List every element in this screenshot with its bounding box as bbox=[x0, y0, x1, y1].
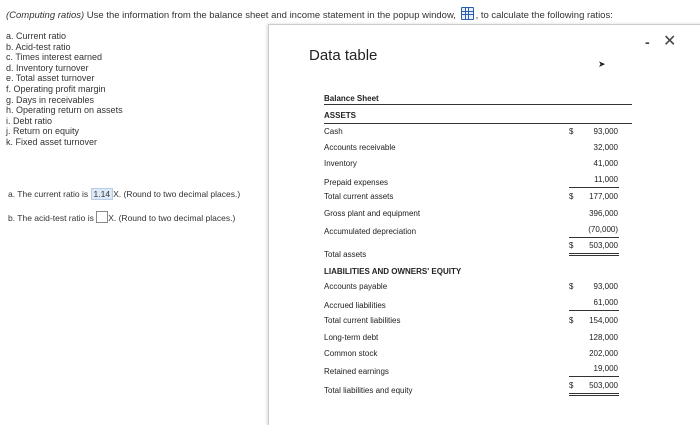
instruction-text bbox=[6, 7, 613, 21]
ratio-item: c. Times interest earned bbox=[6, 52, 103, 63]
table-row bbox=[324, 191, 632, 205]
ratio-item: b. Acid-test ratio bbox=[6, 41, 71, 52]
row-value: 61,000 bbox=[593, 298, 618, 307]
instruction-prefix: (Computing ratios) bbox=[6, 10, 85, 21]
row-value: 128,000 bbox=[589, 333, 618, 342]
ratio-item: d. Inventory turnover bbox=[6, 62, 89, 73]
currency-sign: $ bbox=[569, 192, 574, 201]
subtotal-underline bbox=[569, 237, 619, 238]
assets-header: ASSETS bbox=[324, 111, 357, 120]
table-row bbox=[324, 208, 632, 222]
row-label: Long-term debt bbox=[324, 333, 379, 342]
answer-a-prefix: a. The current ratio is bbox=[8, 189, 89, 199]
total-underline bbox=[569, 253, 619, 254]
row-label: Common stock bbox=[324, 349, 378, 358]
close-button[interactable]: ✕ bbox=[663, 33, 677, 50]
row-label: Accounts payable bbox=[324, 282, 388, 291]
answer-a-suffix: X. (Round to two decimal places.) bbox=[113, 189, 241, 199]
currency-sign: $ bbox=[569, 381, 574, 390]
answer-b-suffix: X. (Round to two decimal places.) bbox=[108, 213, 236, 223]
table-row bbox=[324, 174, 632, 188]
ratio-list bbox=[6, 31, 123, 148]
row-value: 41,000 bbox=[593, 159, 618, 168]
row-label: Gross plant and equipment bbox=[324, 209, 421, 218]
table-row bbox=[324, 332, 632, 346]
currency-sign: $ bbox=[569, 241, 574, 250]
row-value: 93,000 bbox=[593, 282, 618, 291]
header-divider bbox=[324, 104, 632, 105]
row-label: Total assets bbox=[324, 250, 367, 259]
row-value: 93,000 bbox=[593, 127, 618, 136]
row-label: Cash bbox=[324, 127, 343, 136]
row-value: 19,000 bbox=[593, 364, 618, 373]
data-table-icon[interactable] bbox=[461, 7, 474, 20]
answer-acid-test-ratio bbox=[8, 211, 235, 223]
row-value: 503,000 bbox=[589, 381, 618, 390]
row-value: (70,000) bbox=[588, 225, 618, 234]
current-ratio-input[interactable]: 1.14 bbox=[91, 188, 114, 200]
row-label: Inventory bbox=[324, 159, 357, 168]
row-label: Accumulated depreciation bbox=[324, 227, 417, 236]
ratio-item: k. Fixed asset turnover bbox=[6, 136, 98, 147]
data-table-popup bbox=[268, 24, 700, 425]
ratio-item: j. Return on equity bbox=[6, 126, 80, 137]
currency-sign: $ bbox=[569, 282, 574, 291]
table-row bbox=[324, 240, 632, 259]
row-label: Total current liabilities bbox=[324, 316, 401, 325]
table-row bbox=[324, 281, 632, 295]
acid-test-ratio-input[interactable] bbox=[96, 211, 108, 223]
ratio-item: a. Current ratio bbox=[6, 31, 67, 41]
row-value: 154,000 bbox=[589, 316, 618, 325]
row-label: Total liabilities and equity bbox=[324, 386, 413, 395]
ratio-item: i. Debt ratio bbox=[6, 115, 53, 126]
ratio-item: g. Days in receivables bbox=[6, 94, 95, 105]
row-value: 11,000 bbox=[594, 175, 618, 184]
row-value: 503,000 bbox=[589, 241, 618, 250]
table-row bbox=[324, 142, 632, 156]
liabilities-header: LIABILITIES AND OWNERS' EQUITY bbox=[324, 267, 462, 276]
total-double-underline bbox=[569, 255, 619, 256]
row-label: Retained earnings bbox=[324, 367, 389, 376]
table-row bbox=[324, 158, 632, 172]
row-label: Prepaid expenses bbox=[324, 178, 389, 187]
answer-b-prefix: b. The acid-test ratio is bbox=[8, 213, 94, 223]
subtotal-underline bbox=[569, 376, 619, 377]
subtotal-underline bbox=[569, 310, 619, 311]
balance-sheet-title: Balance Sheet bbox=[324, 94, 379, 103]
ratio-item: h. Operating return on assets bbox=[6, 105, 123, 116]
subtotal-underline bbox=[569, 187, 619, 188]
total-underline bbox=[569, 393, 619, 394]
popup-title: Data table bbox=[309, 47, 378, 64]
row-label: Total current assets bbox=[324, 192, 394, 201]
table-row bbox=[324, 348, 632, 362]
row-label: Accrued liabilities bbox=[324, 301, 386, 310]
assets-divider bbox=[324, 123, 632, 124]
ratio-item: f. Operating profit margin bbox=[6, 83, 106, 94]
answer-current-ratio bbox=[8, 188, 240, 200]
row-value: 396,000 bbox=[589, 209, 618, 218]
table-row bbox=[324, 363, 632, 377]
instruction-suffix: , to calculate the following ratios: bbox=[475, 10, 613, 21]
row-label: Accounts receivable bbox=[324, 143, 396, 152]
table-row bbox=[324, 297, 632, 311]
row-value: 177,000 bbox=[589, 192, 618, 201]
ratio-item: e. Total asset turnover bbox=[6, 73, 95, 84]
minimize-button[interactable]: - bbox=[645, 34, 650, 50]
table-row bbox=[324, 315, 632, 329]
row-value: 32,000 bbox=[593, 143, 618, 152]
table-row bbox=[324, 224, 632, 238]
currency-sign: $ bbox=[569, 127, 574, 136]
table-row bbox=[324, 380, 632, 394]
instruction-body: Use the information from the balance sheet and income statement in the popup window, bbox=[84, 10, 459, 21]
mouse-cursor-icon: ➤ bbox=[598, 59, 606, 69]
table-row bbox=[324, 126, 632, 140]
currency-sign: $ bbox=[569, 316, 574, 325]
row-value: 202,000 bbox=[589, 349, 618, 358]
total-double-underline bbox=[569, 395, 619, 396]
